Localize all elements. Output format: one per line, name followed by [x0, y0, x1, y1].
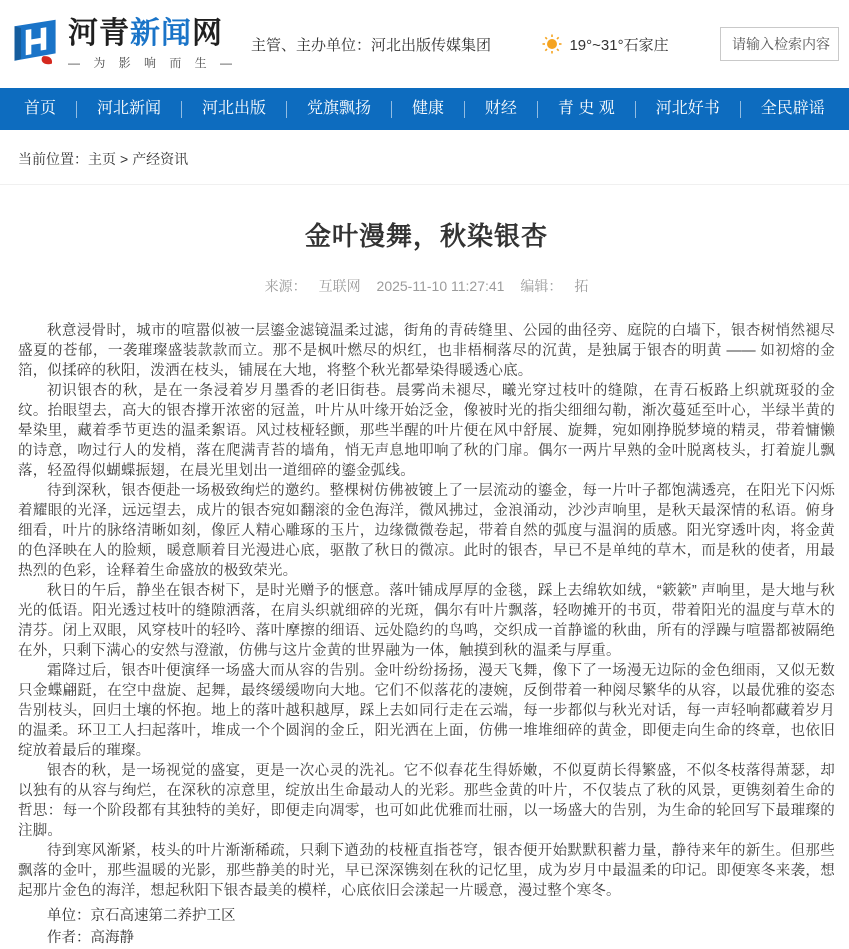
nav-item-history-view[interactable]: 青 史 观 [557, 100, 615, 117]
article-paragraph: 霜降过后，银杏叶便演绎一场盛大而从容的告别。金叶纷纷扬扬，漫天飞舞，像下了一场漫无边际的金色细雨，又似无数只金蝶翩跹，在空中盘旋、起舞，最终缓缓吻向大地。它们不似落花的凄婉，反倒带着一种阅尽繁华的从容，以最优雅的姿态告别枝头，回归土壤的怀抱。地上的落叶越积越厚，踩上去如同行走在云端，每一步都似与秋光对话，每一声轻响都藏着岁月的温柔。环卫工人扫起落叶，堆成一个个圆润的金丘，阳光洒在上面，仿佛一堆堆细碎的黄金，即便走向生命的终章，也依旧绽放着最后的璀璨。 [18, 663, 835, 759]
article-title: 金叶漫舞，秋染银杏 [304, 221, 548, 251]
nav-divider [537, 101, 538, 118]
nav-divider [740, 101, 741, 118]
signature-unit: 单位：京石高速第二养护工区 [47, 908, 236, 924]
search-box [720, 27, 839, 61]
logo-title-part3: 网 [192, 16, 223, 50]
source-label: 来源： [264, 278, 307, 294]
nav-item-finance[interactable]: 财经 [484, 100, 517, 117]
article-body [18, 321, 835, 901]
breadcrumb-current-link[interactable]: 产经资讯 [132, 151, 189, 167]
editor-label: 编辑： [520, 278, 563, 294]
logo-title [68, 18, 237, 50]
site-logo[interactable] [8, 16, 237, 72]
nav-item-hebei-publishing[interactable]: 河北出版 [201, 100, 266, 117]
article-paragraph: 秋意浸骨时，城市的喧嚣似被一层鎏金滤镜温柔过滤，街角的青砖缝里、公园的曲径旁、庭院的白墙下，银杏树悄然褪尽盛夏的苍郁，一袭璀璨盛装款款而立。那不是枫叶燃尽的炽红，也非梧桐落尽的沉黄，是独属于银杏的明黄 —— 如初熔的金箔，似揉碎的秋阳，泼洒在枝头，铺展在大地，将整个秋光都晕染得暖透心底。 [18, 323, 835, 379]
nav-divider [181, 101, 182, 118]
signature-author: 作者：高海静 [47, 930, 134, 946]
editor-value: 拓 [574, 278, 589, 294]
article-paragraph: 初识银杏的秋，是在一条浸着岁月墨香的老旧街巷。晨雾尚未褪尽，曦光穿过枝叶的缝隙，在青石板路上织就斑驳的金纹。抬眼望去，高大的银杏撑开浓密的冠盖，叶片从叶缘开始泛金，像被时光的指尖细细勾勒，渐次蔓延至叶心，半绿半黄的晕染里，藏着季节更迭的温柔絮语。风过枝桠轻颤，那些半醒的叶片便在风中舒展、旋舞，宛如刚挣脱梦境的精灵，带着慵懒的诗意，吻过行人的发梢，落在爬满青苔的墙角，悄无声息地叩响了秋的门扉。偶尔一两片早熟的金叶脱离枝头，打着旋儿飘落，轻盈得似蝴蝶振翅，在晨光里划出一道细碎的鎏金弧线。 [18, 383, 835, 479]
logo-tagline: — 为 影 响 而 生 — [68, 55, 238, 70]
article-container [0, 216, 849, 949]
sponsor-text: 主管、主办单位：河北出版传媒集团 [251, 36, 492, 54]
nav-divider [286, 101, 287, 118]
logo-title-part1: 河青 [68, 16, 130, 50]
main-nav [0, 88, 849, 130]
nav-item-hebei-books[interactable]: 河北好书 [655, 100, 720, 117]
source-value: 互联网 [318, 278, 361, 294]
article-meta [18, 276, 835, 296]
nav-item-health[interactable]: 健康 [411, 100, 444, 117]
publish-datetime: 2025-11-10 11:27:41 [376, 278, 505, 294]
article-paragraph: 银杏的秋，是一场视觉的盛宴，更是一次心灵的洗礼。它不似春花生得娇嫩，不似夏荫长得繁盛，不似冬枝落得萧瑟，却以独有的从容与绚烂，在深秋的凉意里，绽放出生命最动人的光彩。那些金黄的叶片，不仅装点了秋的风景，更镌刻着生命的哲思：每一个阶段都有其独特的美好，即便走向凋零，也可如此优雅而壮丽，以一场盛大的告别，为生命的轮回写下最璀璨的注脚。 [18, 763, 835, 839]
nav-divider [76, 101, 77, 118]
nav-item-rumor-refuting[interactable]: 全民辟谣 [760, 100, 825, 117]
article-paragraph: 待到寒风渐紧，枝头的叶片渐渐稀疏，只剩下遒劲的枝桠直指苍穹，银杏便开始默默积蓄力量，静待来年的新生。但那些飘落的金叶，那些温暖的光影，那些静美的时光，早已深深镌刻在秋的记忆里，成为岁月中最温柔的印记。即便寒冬来袭，想起那片金色的海洋，想起秋阳下银杏最美的模样，心底依旧会漾起一片暖意，漫过整个寒冬。 [18, 843, 835, 899]
breadcrumb-label: 当前位置： [18, 151, 88, 167]
site-header [0, 0, 849, 88]
sun-icon [542, 34, 562, 54]
article-paragraph: 秋日的午后，静坐在银杏树下，是时光赠予的惬意。落叶铺成厚厚的金毯，踩上去绵软如绒，“簌簌” 声响里，是大地与秋光的低语。阳光透过枝叶的缝隙洒落，在肩头织就细碎的光斑，偶尔有叶片飘落，轻吻摊开的书页，带着阳光的温度与草木的清芬。闭上双眼，风穿枝叶的轻吟、落叶摩擦的细语、远处隐约的鸟鸣，交织成一首静谧的秋曲，所有的浮躁与喧嚣都被隔绝在外，只剩下满心的安然与澄澈，仿佛与这片金黄的世界融为一体，触摸到秋的温柔与厚重。 [18, 583, 835, 659]
nav-divider [391, 101, 392, 118]
logo-title-part2: 新闻 [130, 16, 192, 50]
breadcrumb-separator: > [120, 151, 129, 167]
weather-text: 19°~31°石家庄 [569, 36, 669, 54]
nav-divider [464, 101, 465, 118]
weather-widget [542, 34, 668, 55]
nav-item-hebei-news[interactable]: 河北新闻 [96, 100, 161, 117]
breadcrumb [0, 130, 849, 185]
article-signature [18, 905, 835, 949]
heqing-logo-icon [8, 16, 64, 72]
nav-divider [635, 101, 636, 118]
logo-texts [68, 18, 237, 71]
search-input[interactable] [720, 27, 839, 61]
article-paragraph: 待到深秋，银杏便赴一场极致绚烂的邀约。整棵树仿佛被镀上了一层流动的鎏金，每一片叶子都饱满透亮，在阳光下闪烁着耀眼的光泽，远远望去，成片的银杏宛如翻滚的金色海洋，微风拂过，金浪涌动，沙沙声响里，是秋天最深情的私语。俯身细看，叶片的脉络清晰如刻，像匠人精心雕琢的玉片，边缘微微卷起，带着自然的弧度与温润的质感。阳光穿透叶肉，将金黄的色泽映在人的脸颊，暖意顺着目光漫进心底，驱散了秋日的微凉。此时的银杏，早已不是单纯的草木，而是秋的使者，用最热烈的色彩，诠释着生命盛放的极致荣光。 [18, 483, 835, 579]
breadcrumb-home-link[interactable]: 主页 [88, 151, 116, 167]
nav-item-home[interactable]: 首页 [24, 100, 57, 117]
nav-item-party-flag[interactable]: 党旗飘扬 [306, 100, 371, 117]
